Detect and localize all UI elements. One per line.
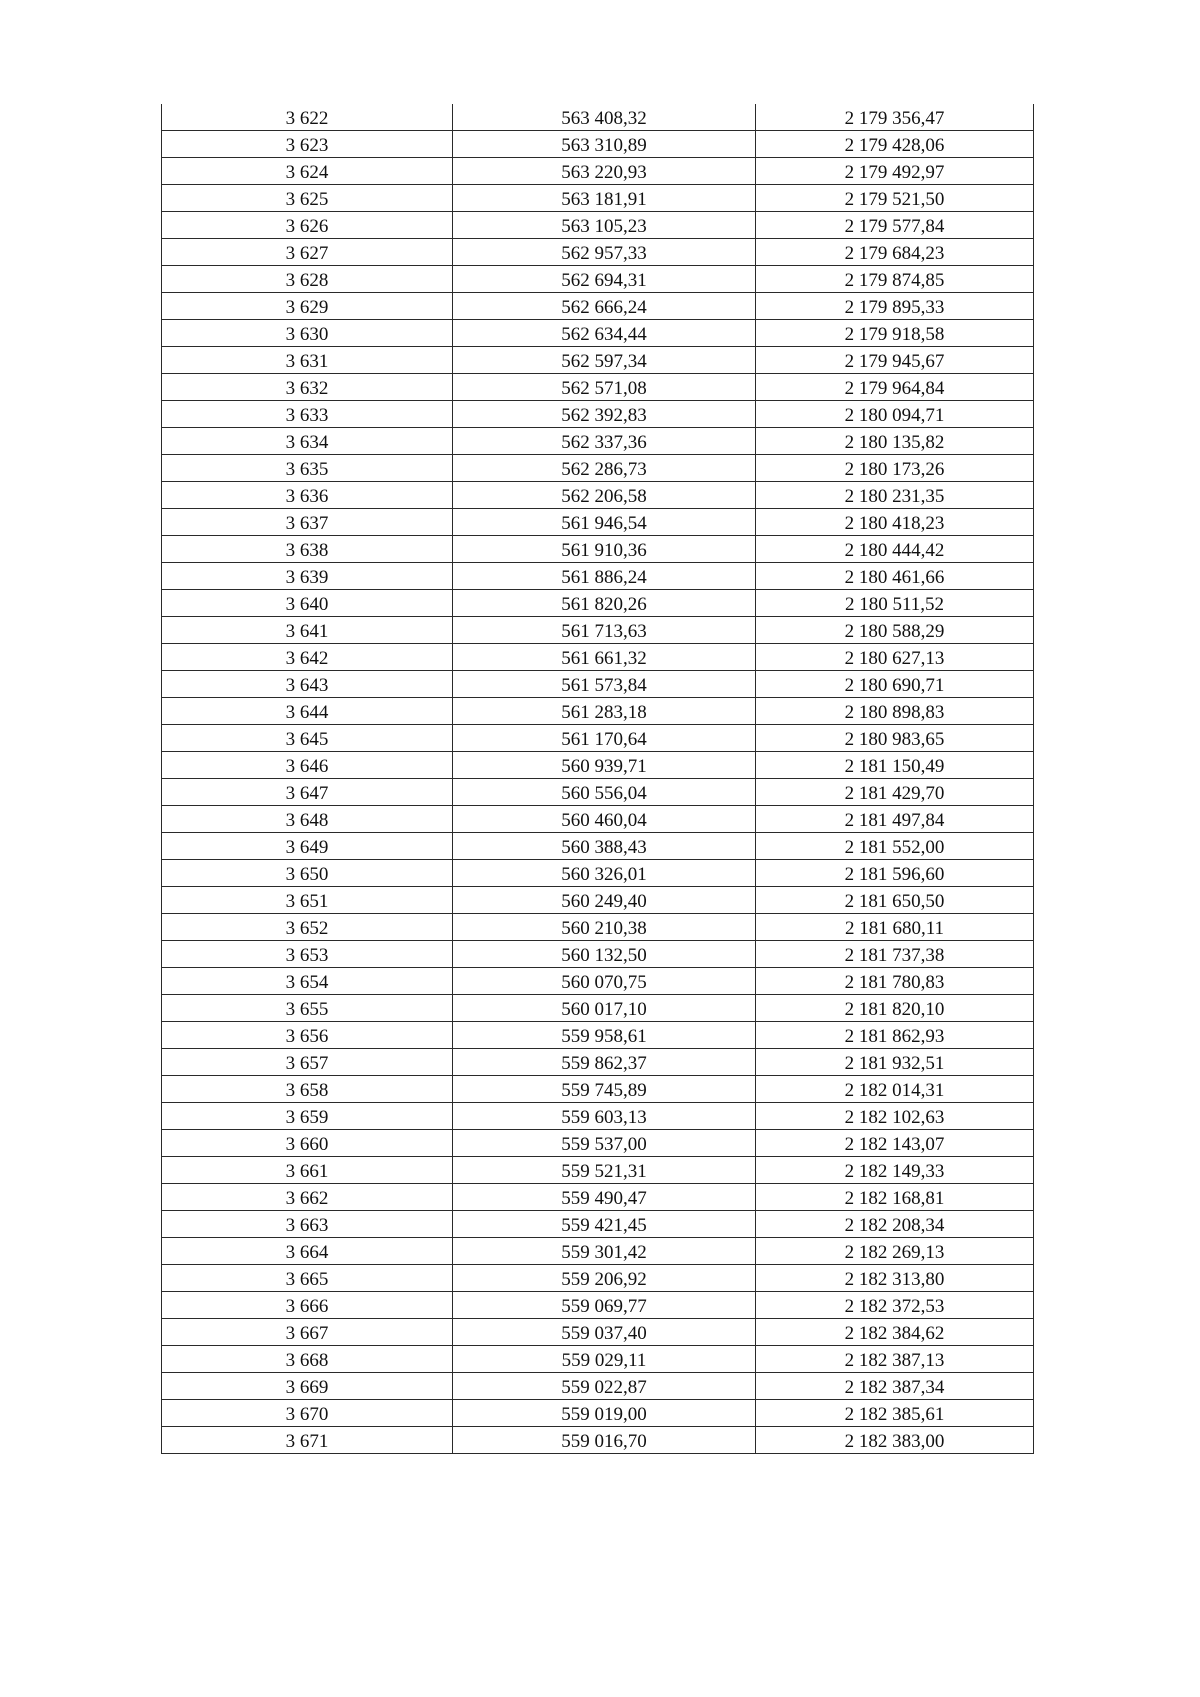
table-row	[162, 590, 1034, 617]
point-number-cell: 3 653	[162, 941, 453, 968]
x-coordinate-cell: 559 537,00	[453, 1130, 756, 1157]
y-coordinate-cell: 2 180 094,71	[756, 401, 1034, 428]
table-row	[162, 104, 1034, 131]
y-coordinate-cell: 2 182 168,81	[756, 1184, 1034, 1211]
point-number-cell: 3 623	[162, 131, 453, 158]
x-coordinate-cell: 559 862,37	[453, 1049, 756, 1076]
table-row	[162, 536, 1034, 563]
table-row	[162, 617, 1034, 644]
table-row	[162, 563, 1034, 590]
table-row	[162, 1211, 1034, 1238]
x-coordinate-cell: 559 022,87	[453, 1373, 756, 1400]
table-row	[162, 347, 1034, 374]
y-coordinate-cell: 2 182 269,13	[756, 1238, 1034, 1265]
table-row	[162, 1049, 1034, 1076]
point-number-cell: 3 639	[162, 563, 453, 590]
point-number-cell: 3 646	[162, 752, 453, 779]
x-coordinate-cell: 559 603,13	[453, 1103, 756, 1130]
table-row	[162, 752, 1034, 779]
table-row	[162, 1130, 1034, 1157]
table-row	[162, 833, 1034, 860]
x-coordinate-cell: 560 460,04	[453, 806, 756, 833]
y-coordinate-cell: 2 181 497,84	[756, 806, 1034, 833]
point-number-cell: 3 631	[162, 347, 453, 374]
x-coordinate-cell: 559 958,61	[453, 1022, 756, 1049]
x-coordinate-cell: 560 017,10	[453, 995, 756, 1022]
x-coordinate-cell: 562 571,08	[453, 374, 756, 401]
x-coordinate-cell: 563 105,23	[453, 212, 756, 239]
table-row	[162, 968, 1034, 995]
point-number-cell: 3 628	[162, 266, 453, 293]
y-coordinate-cell: 2 181 680,11	[756, 914, 1034, 941]
point-number-cell: 3 645	[162, 725, 453, 752]
y-coordinate-cell: 2 182 387,34	[756, 1373, 1034, 1400]
table-row	[162, 644, 1034, 671]
table-row	[162, 293, 1034, 320]
y-coordinate-cell: 2 182 383,00	[756, 1427, 1034, 1454]
table-row	[162, 914, 1034, 941]
x-coordinate-cell: 559 019,00	[453, 1400, 756, 1427]
y-coordinate-cell: 2 179 874,85	[756, 266, 1034, 293]
point-number-cell: 3 637	[162, 509, 453, 536]
coordinates-table	[161, 104, 1034, 1454]
x-coordinate-cell: 561 910,36	[453, 536, 756, 563]
table-row	[162, 671, 1034, 698]
table-row	[162, 374, 1034, 401]
y-coordinate-cell: 2 179 492,97	[756, 158, 1034, 185]
table-row	[162, 131, 1034, 158]
point-number-cell: 3 654	[162, 968, 453, 995]
point-number-cell: 3 642	[162, 644, 453, 671]
x-coordinate-cell: 562 286,73	[453, 455, 756, 482]
x-coordinate-cell: 560 388,43	[453, 833, 756, 860]
y-coordinate-cell: 2 179 895,33	[756, 293, 1034, 320]
point-number-cell: 3 635	[162, 455, 453, 482]
point-number-cell: 3 651	[162, 887, 453, 914]
y-coordinate-cell: 2 180 173,26	[756, 455, 1034, 482]
table-row	[162, 1103, 1034, 1130]
table-row	[162, 1427, 1034, 1454]
y-coordinate-cell: 2 181 150,49	[756, 752, 1034, 779]
x-coordinate-cell: 559 421,45	[453, 1211, 756, 1238]
table-row	[162, 1319, 1034, 1346]
x-coordinate-cell: 561 170,64	[453, 725, 756, 752]
y-coordinate-cell: 2 181 650,50	[756, 887, 1034, 914]
table-row	[162, 401, 1034, 428]
y-coordinate-cell: 2 182 102,63	[756, 1103, 1034, 1130]
coordinates-table-body	[162, 104, 1034, 1454]
point-number-cell: 3 622	[162, 104, 453, 131]
x-coordinate-cell: 559 301,42	[453, 1238, 756, 1265]
table-row	[162, 1265, 1034, 1292]
point-number-cell: 3 636	[162, 482, 453, 509]
point-number-cell: 3 643	[162, 671, 453, 698]
table-row	[162, 1022, 1034, 1049]
y-coordinate-cell: 2 181 596,60	[756, 860, 1034, 887]
x-coordinate-cell: 562 392,83	[453, 401, 756, 428]
point-number-cell: 3 657	[162, 1049, 453, 1076]
point-number-cell: 3 665	[162, 1265, 453, 1292]
table-row	[162, 1292, 1034, 1319]
x-coordinate-cell: 561 946,54	[453, 509, 756, 536]
y-coordinate-cell: 2 181 737,38	[756, 941, 1034, 968]
y-coordinate-cell: 2 179 356,47	[756, 104, 1034, 131]
table-row	[162, 1238, 1034, 1265]
y-coordinate-cell: 2 182 143,07	[756, 1130, 1034, 1157]
x-coordinate-cell: 559 206,92	[453, 1265, 756, 1292]
x-coordinate-cell: 560 070,75	[453, 968, 756, 995]
x-coordinate-cell: 559 745,89	[453, 1076, 756, 1103]
x-coordinate-cell: 559 029,11	[453, 1346, 756, 1373]
point-number-cell: 3 667	[162, 1319, 453, 1346]
point-number-cell: 3 666	[162, 1292, 453, 1319]
y-coordinate-cell: 2 179 577,84	[756, 212, 1034, 239]
table-row	[162, 725, 1034, 752]
y-coordinate-cell: 2 181 429,70	[756, 779, 1034, 806]
y-coordinate-cell: 2 179 428,06	[756, 131, 1034, 158]
point-number-cell: 3 630	[162, 320, 453, 347]
y-coordinate-cell: 2 179 918,58	[756, 320, 1034, 347]
point-number-cell: 3 638	[162, 536, 453, 563]
x-coordinate-cell: 563 310,89	[453, 131, 756, 158]
y-coordinate-cell: 2 180 418,23	[756, 509, 1034, 536]
point-number-cell: 3 641	[162, 617, 453, 644]
x-coordinate-cell: 559 037,40	[453, 1319, 756, 1346]
point-number-cell: 3 647	[162, 779, 453, 806]
point-number-cell: 3 633	[162, 401, 453, 428]
x-coordinate-cell: 562 597,34	[453, 347, 756, 374]
y-coordinate-cell: 2 181 780,83	[756, 968, 1034, 995]
y-coordinate-cell: 2 179 521,50	[756, 185, 1034, 212]
point-number-cell: 3 644	[162, 698, 453, 725]
y-coordinate-cell: 2 180 627,13	[756, 644, 1034, 671]
x-coordinate-cell: 562 634,44	[453, 320, 756, 347]
y-coordinate-cell: 2 180 511,52	[756, 590, 1034, 617]
table-row	[162, 860, 1034, 887]
y-coordinate-cell: 2 180 898,83	[756, 698, 1034, 725]
y-coordinate-cell: 2 182 385,61	[756, 1400, 1034, 1427]
table-row	[162, 266, 1034, 293]
y-coordinate-cell: 2 179 964,84	[756, 374, 1034, 401]
x-coordinate-cell: 560 249,40	[453, 887, 756, 914]
x-coordinate-cell: 562 206,58	[453, 482, 756, 509]
y-coordinate-cell: 2 181 862,93	[756, 1022, 1034, 1049]
point-number-cell: 3 670	[162, 1400, 453, 1427]
point-number-cell: 3 629	[162, 293, 453, 320]
y-coordinate-cell: 2 179 684,23	[756, 239, 1034, 266]
table-row	[162, 995, 1034, 1022]
y-coordinate-cell: 2 180 135,82	[756, 428, 1034, 455]
table-row	[162, 509, 1034, 536]
y-coordinate-cell: 2 180 444,42	[756, 536, 1034, 563]
x-coordinate-cell: 560 132,50	[453, 941, 756, 968]
x-coordinate-cell: 559 069,77	[453, 1292, 756, 1319]
y-coordinate-cell: 2 179 945,67	[756, 347, 1034, 374]
point-number-cell: 3 664	[162, 1238, 453, 1265]
table-row	[162, 887, 1034, 914]
y-coordinate-cell: 2 182 387,13	[756, 1346, 1034, 1373]
x-coordinate-cell: 561 661,32	[453, 644, 756, 671]
x-coordinate-cell: 559 016,70	[453, 1427, 756, 1454]
x-coordinate-cell: 559 521,31	[453, 1157, 756, 1184]
point-number-cell: 3 656	[162, 1022, 453, 1049]
point-number-cell: 3 626	[162, 212, 453, 239]
point-number-cell: 3 658	[162, 1076, 453, 1103]
point-number-cell: 3 648	[162, 806, 453, 833]
point-number-cell: 3 649	[162, 833, 453, 860]
point-number-cell: 3 659	[162, 1103, 453, 1130]
x-coordinate-cell: 562 666,24	[453, 293, 756, 320]
table-row	[162, 482, 1034, 509]
x-coordinate-cell: 560 939,71	[453, 752, 756, 779]
y-coordinate-cell: 2 182 313,80	[756, 1265, 1034, 1292]
table-row	[162, 239, 1034, 266]
table-row	[162, 212, 1034, 239]
point-number-cell: 3 661	[162, 1157, 453, 1184]
x-coordinate-cell: 563 181,91	[453, 185, 756, 212]
x-coordinate-cell: 561 820,26	[453, 590, 756, 617]
point-number-cell: 3 663	[162, 1211, 453, 1238]
y-coordinate-cell: 2 182 014,31	[756, 1076, 1034, 1103]
table-row	[162, 455, 1034, 482]
y-coordinate-cell: 2 181 552,00	[756, 833, 1034, 860]
y-coordinate-cell: 2 180 983,65	[756, 725, 1034, 752]
y-coordinate-cell: 2 182 149,33	[756, 1157, 1034, 1184]
y-coordinate-cell: 2 181 932,51	[756, 1049, 1034, 1076]
x-coordinate-cell: 559 490,47	[453, 1184, 756, 1211]
x-coordinate-cell: 561 573,84	[453, 671, 756, 698]
table-row	[162, 320, 1034, 347]
x-coordinate-cell: 560 556,04	[453, 779, 756, 806]
point-number-cell: 3 624	[162, 158, 453, 185]
table-row	[162, 185, 1034, 212]
x-coordinate-cell: 560 326,01	[453, 860, 756, 887]
point-number-cell: 3 669	[162, 1373, 453, 1400]
y-coordinate-cell: 2 180 461,66	[756, 563, 1034, 590]
point-number-cell: 3 652	[162, 914, 453, 941]
table-row	[162, 428, 1034, 455]
x-coordinate-cell: 562 694,31	[453, 266, 756, 293]
y-coordinate-cell: 2 182 372,53	[756, 1292, 1034, 1319]
table-row	[162, 1184, 1034, 1211]
point-number-cell: 3 668	[162, 1346, 453, 1373]
x-coordinate-cell: 562 957,33	[453, 239, 756, 266]
table-row	[162, 1157, 1034, 1184]
y-coordinate-cell: 2 180 690,71	[756, 671, 1034, 698]
x-coordinate-cell: 563 220,93	[453, 158, 756, 185]
table-row	[162, 1346, 1034, 1373]
point-number-cell: 3 634	[162, 428, 453, 455]
point-number-cell: 3 655	[162, 995, 453, 1022]
y-coordinate-cell: 2 180 231,35	[756, 482, 1034, 509]
point-number-cell: 3 660	[162, 1130, 453, 1157]
table-row	[162, 158, 1034, 185]
y-coordinate-cell: 2 182 384,62	[756, 1319, 1034, 1346]
table-row	[162, 1373, 1034, 1400]
point-number-cell: 3 662	[162, 1184, 453, 1211]
point-number-cell: 3 640	[162, 590, 453, 617]
table-row	[162, 779, 1034, 806]
y-coordinate-cell: 2 181 820,10	[756, 995, 1034, 1022]
x-coordinate-cell: 563 408,32	[453, 104, 756, 131]
table-row	[162, 941, 1034, 968]
x-coordinate-cell: 560 210,38	[453, 914, 756, 941]
table-row	[162, 1076, 1034, 1103]
table-row	[162, 806, 1034, 833]
y-coordinate-cell: 2 180 588,29	[756, 617, 1034, 644]
point-number-cell: 3 632	[162, 374, 453, 401]
point-number-cell: 3 671	[162, 1427, 453, 1454]
table-row	[162, 698, 1034, 725]
y-coordinate-cell: 2 182 208,34	[756, 1211, 1034, 1238]
x-coordinate-cell: 561 713,63	[453, 617, 756, 644]
point-number-cell: 3 625	[162, 185, 453, 212]
x-coordinate-cell: 561 283,18	[453, 698, 756, 725]
point-number-cell: 3 650	[162, 860, 453, 887]
table-row	[162, 1400, 1034, 1427]
x-coordinate-cell: 561 886,24	[453, 563, 756, 590]
point-number-cell: 3 627	[162, 239, 453, 266]
x-coordinate-cell: 562 337,36	[453, 428, 756, 455]
